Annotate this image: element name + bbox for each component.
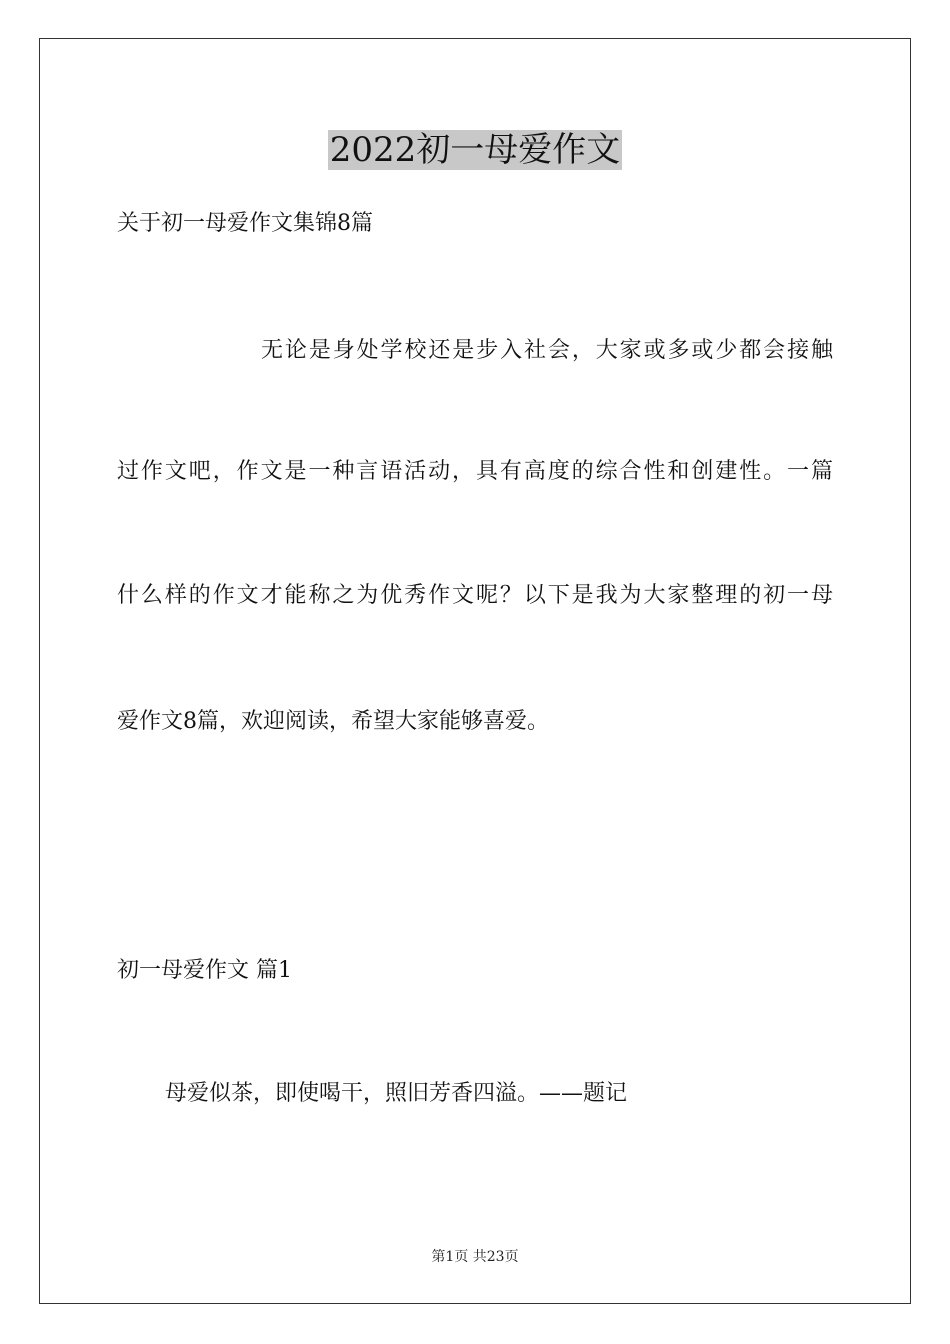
document-title-text: 2022初一母爱作文 bbox=[329, 130, 621, 170]
document-title bbox=[0, 128, 950, 172]
document-subtitle: 关于初一母爱作文集锦8篇 bbox=[117, 211, 373, 236]
page-number-footer: 第1页 共23页 bbox=[431, 1249, 519, 1265]
intro-paragraph-line: 什么样的作文才能称之为优秀作文呢？以下是我为大家整理的初一母 bbox=[117, 583, 833, 608]
intro-paragraph-line: 爱作文8篇，欢迎阅读，希望大家能够喜爱。 bbox=[117, 709, 549, 734]
intro-paragraph-line: 无论是身处学校还是步入社会，大家或多或少都会接触 bbox=[261, 338, 833, 363]
intro-paragraph-line: 过作文吧，作文是一种言语活动，具有高度的综合性和创建性。一篇 bbox=[117, 459, 833, 484]
section-heading: 初一母爱作文 篇1 bbox=[117, 958, 292, 983]
epigraph: 母爱似茶，即使喝干，照旧芳香四溢。——题记 bbox=[165, 1081, 628, 1106]
